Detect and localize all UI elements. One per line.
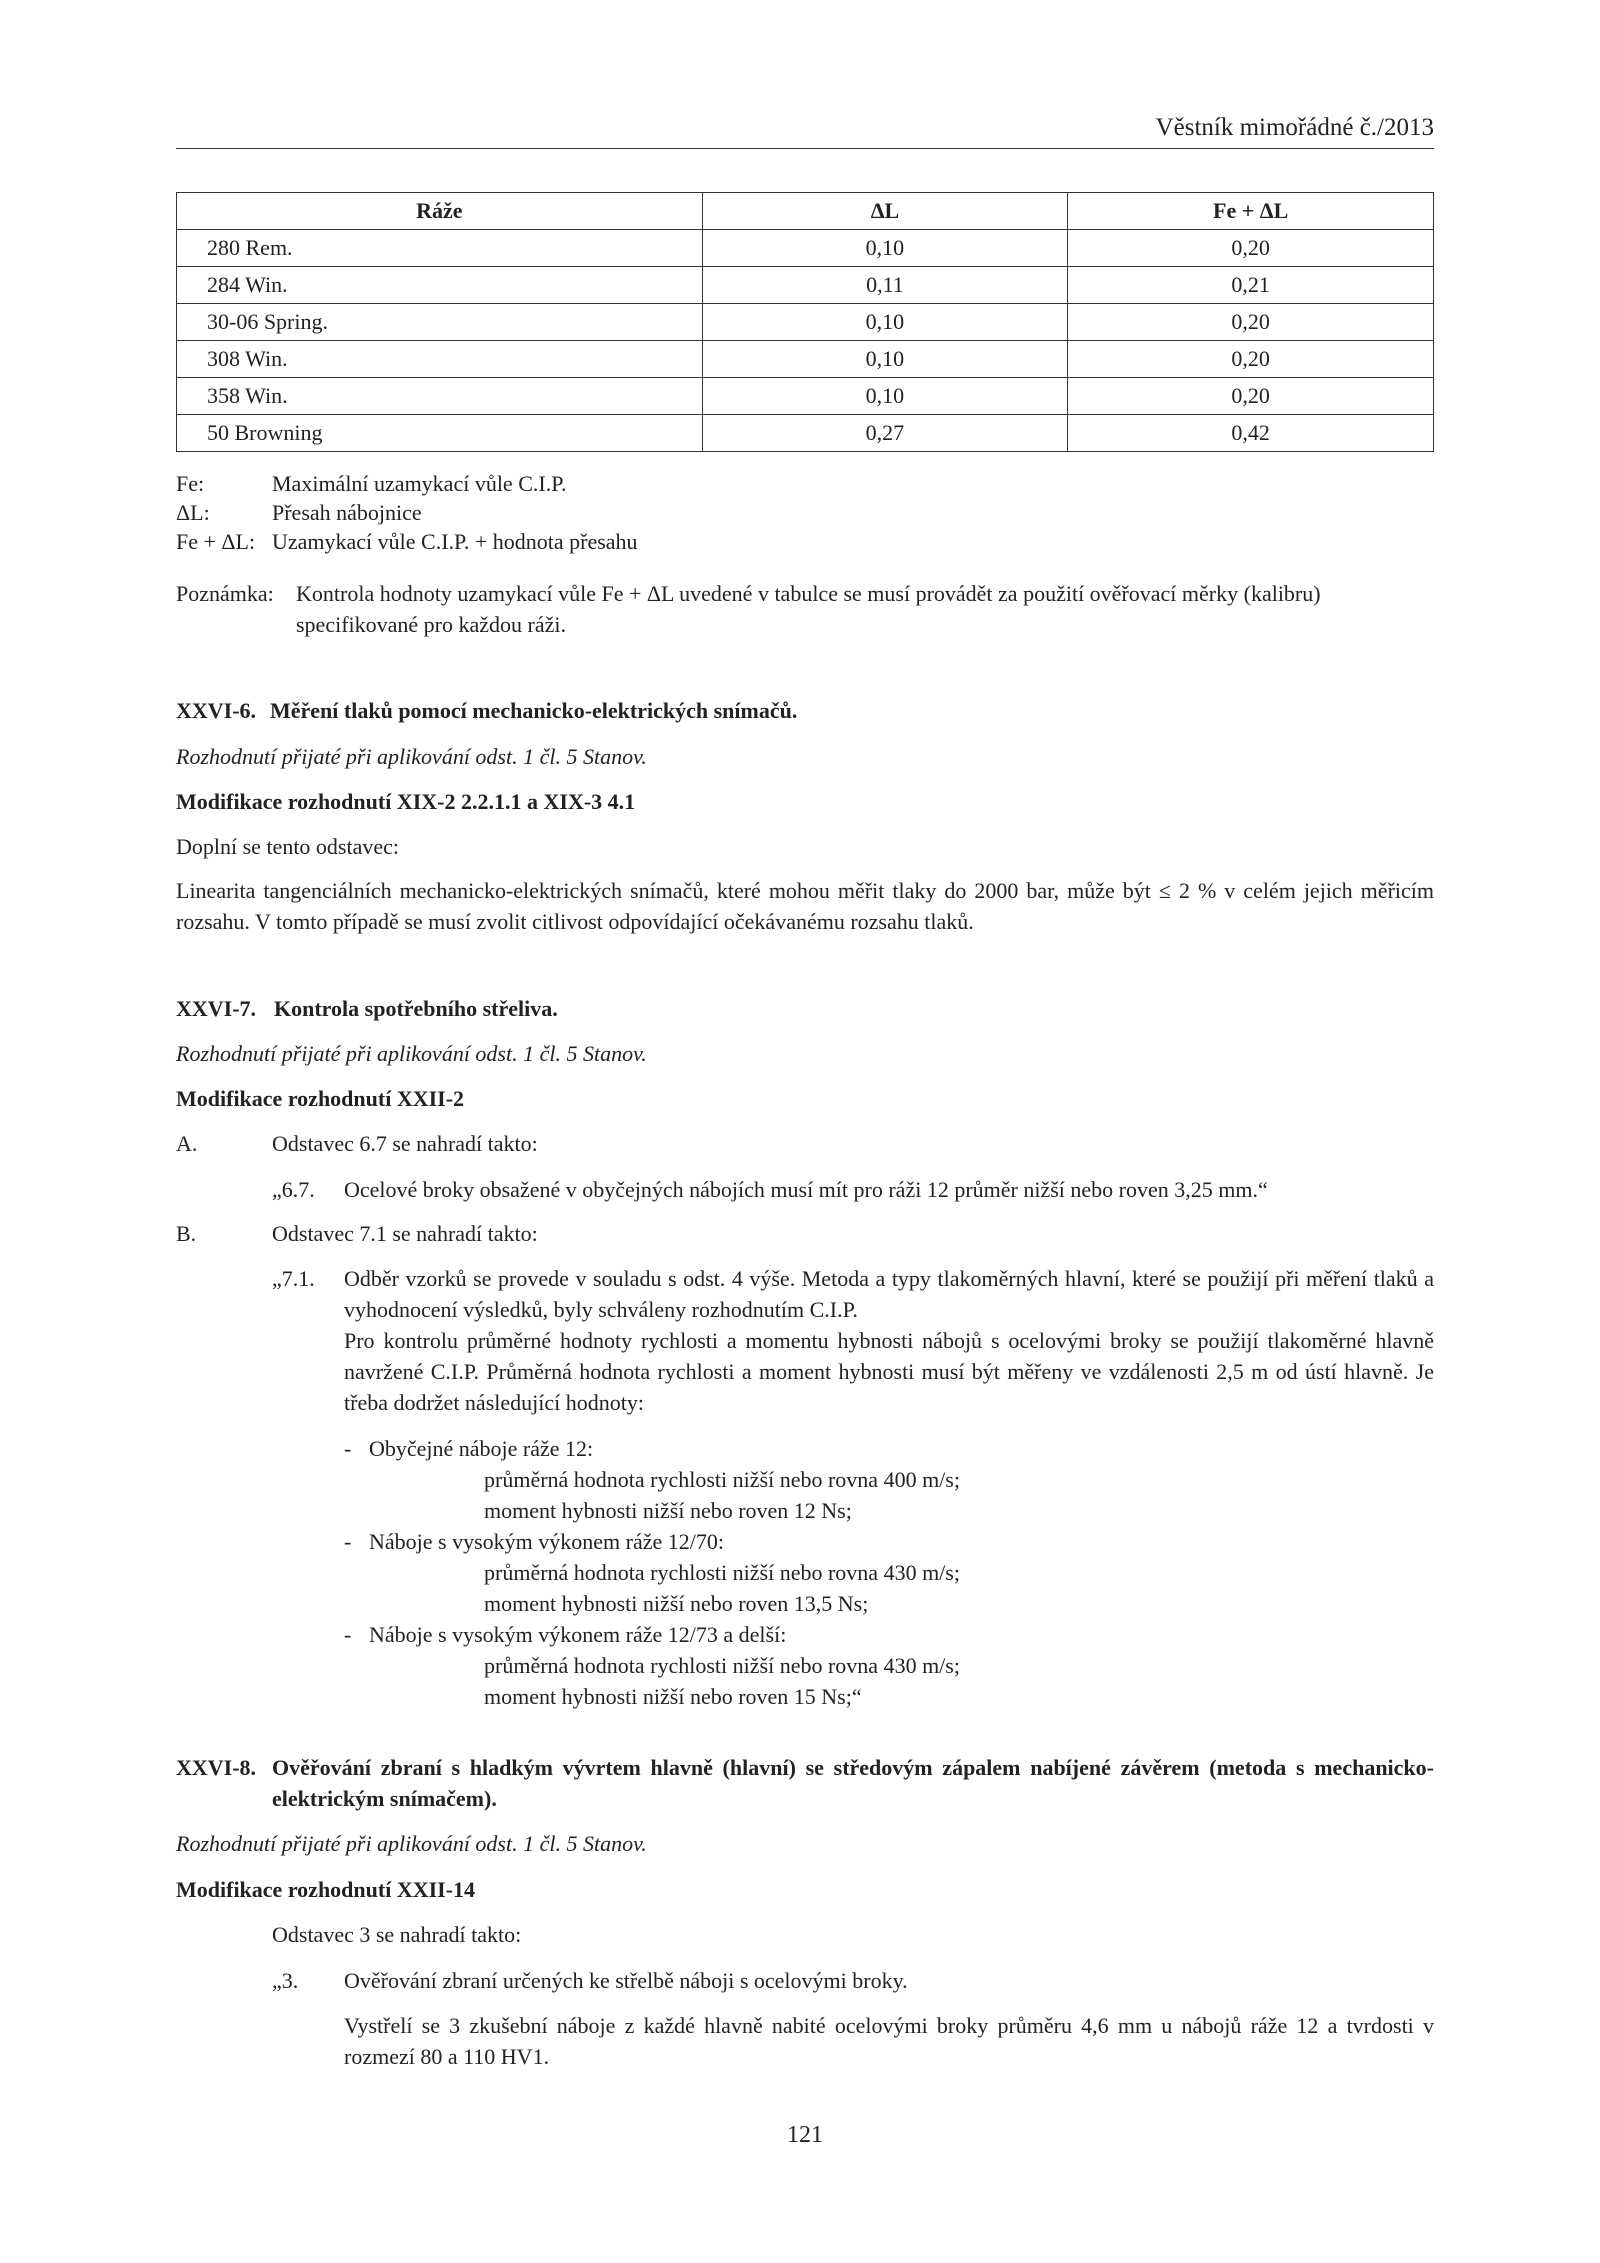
cell-caliber: 280 Rem. (177, 230, 703, 267)
item-b (176, 1218, 1434, 1249)
section-heading-xxvi-7 (176, 993, 1434, 1024)
item-key: B. (176, 1221, 197, 1246)
legend-key: Fe: (176, 471, 205, 496)
section-title: Kontrola spotřebního střeliva. (274, 996, 558, 1021)
list-subitem: průměrná hodnota rychlosti nižší nebo rovna 430 m/s; (484, 1560, 960, 1585)
caliber-table (176, 192, 1434, 452)
quote-3 (272, 1965, 1434, 2072)
cell-delta-l: 0,10 (702, 378, 1068, 415)
legend-key: ΔL: (176, 500, 210, 525)
table-row (177, 415, 1434, 452)
section-number: XXVI-6. (176, 698, 257, 723)
legend-text: Maximální uzamykací vůle C.I.P. (272, 471, 567, 496)
list-subitem: průměrná hodnota rychlosti nižší nebo rovna 400 m/s; (484, 1467, 960, 1492)
cell-fe-delta-l: 0,20 (1068, 341, 1434, 378)
cell-delta-l: 0,11 (702, 267, 1068, 304)
cell-fe-delta-l: 0,20 (1068, 230, 1434, 267)
list-item: - Obyčejné náboje ráže 12: (344, 1436, 594, 1461)
quote-7-1 (272, 1263, 1434, 1712)
list-item: - Náboje s vysokým výkonem ráže 12/73 a delší: (344, 1622, 787, 1647)
section-title: Ověřování zbraní s hladkým vývrtem hlavně (hlavní) se středovým zápalem nabíjené závěrem (metoda s mechanicko-elektrickým snímačem). (272, 1755, 1434, 1811)
legend-text: Přesah nábojnice (272, 500, 422, 525)
legend-item (176, 497, 1434, 526)
quote-paragraph: Vystřelí se 3 zkušební náboje z každé hlavně nabité ocelovými broky průměru 4,6 mm u nábojů ráže 12 a tvrdosti v rozmezí 80 a 110 HV1. (344, 2013, 1434, 2069)
table-row (177, 230, 1434, 267)
col-header-caliber: Ráže (177, 193, 703, 230)
section-heading-xxvi-8 (176, 1752, 1434, 1814)
quote-second-para: Pro kontrolu průměrné hodnoty rychlosti a momentu hybnosti nábojů s ocelovými broky se použijí tlakoměrné hlavně navržené C.I.P. Průměrná hodnota rychlosti a moment hybnosti musí být měřeny ve vzdálenosti 2,5 m od ústí hlavně. Je třeba dodržet následující hodnoty: (344, 1328, 1434, 1415)
paragraph-intro: Doplní se tento odstavec: (176, 834, 400, 859)
value-list (272, 1433, 1434, 1712)
modification-heading: Modifikace rozhodnutí XXII-2 (176, 1086, 465, 1111)
legend-text: Uzamykací vůle C.I.P. + hodnota přesahu (272, 529, 638, 554)
quote-text: Ocelové broky obsažené v obyčejných nábojích musí mít pro ráži 12 průměr nižší nebo roven 3,25 mm.“ (344, 1177, 1268, 1202)
list-subitem: průměrná hodnota rychlosti nižší nebo rovna 430 m/s; (484, 1653, 960, 1678)
cell-fe-delta-l: 0,20 (1068, 304, 1434, 341)
section-number: XXVI-8. (176, 1755, 257, 1780)
table-legend (176, 468, 1434, 555)
table-row (177, 304, 1434, 341)
cell-delta-l: 0,27 (702, 415, 1068, 452)
quote-number: „7.1. (272, 1266, 315, 1291)
cell-caliber: 308 Win. (177, 341, 703, 378)
legend-item (176, 468, 1434, 497)
list-subitem: moment hybnosti nižší nebo roven 12 Ns; (484, 1498, 852, 1523)
modification-heading: Modifikace rozhodnutí XIX-2 2.2.1.1 a XIX-3 4.1 (176, 789, 636, 814)
section-number: XXVI-7. (176, 996, 257, 1021)
cell-caliber: 50 Browning (177, 415, 703, 452)
table-row (177, 267, 1434, 304)
legend-key: Fe + ΔL: (176, 529, 256, 554)
list-subitem: moment hybnosti nižší nebo roven 13,5 Ns; (484, 1591, 869, 1616)
decision-note: Rozhodnutí přijaté při aplikování odst. 1 čl. 5 Stanov. (176, 744, 647, 769)
cell-caliber: 284 Win. (177, 267, 703, 304)
cell-delta-l: 0,10 (702, 304, 1068, 341)
item-a (176, 1128, 1434, 1159)
list-item: - Náboje s vysokým výkonem ráže 12/70: (344, 1529, 724, 1554)
item-key: A. (176, 1131, 198, 1156)
table-row (177, 378, 1434, 415)
quote-6-7 (272, 1174, 1434, 1205)
quote-text: Ověřování zbraní určených ke střelbě náboji s ocelovými broky. (344, 1968, 908, 1993)
quote-first-para (272, 1263, 1434, 1325)
page-header (176, 112, 1434, 149)
paragraph: Linearita tangenciálních mechanicko-elektrických snímačů, které mohou měřit tlaky do 2000 bar, může být ≤ 2 % v celém jejich měřicím rozsahu. V tomto případě se musí zvolit citlivost odpovídající očekávanému rozsahu tlaků. (176, 878, 1434, 934)
section-heading-xxvi-6 (176, 695, 1434, 726)
col-header-delta-l: ΔL (702, 193, 1068, 230)
header-title: Věstník mimořádné č./2013 (1155, 114, 1434, 141)
item-text: Odstavec 6.7 se nahradí takto: (272, 1131, 538, 1156)
quote-number: „6.7. (272, 1177, 315, 1202)
cell-caliber: 358 Win. (177, 378, 703, 415)
table-note (176, 578, 1434, 640)
cell-delta-l: 0,10 (702, 230, 1068, 267)
decision-note: Rozhodnutí přijaté při aplikování odst. 1 čl. 5 Stanov. (176, 1831, 647, 1856)
note-text: Kontrola hodnoty uzamykací vůle Fe + ΔL uvedené v tabulce se musí provádět za použití ověřovací měrky (kalibru) specifikované pro každou ráži. (296, 581, 1321, 637)
list-subitem: moment hybnosti nižší nebo roven 15 Ns;“ (484, 1684, 862, 1709)
cell-fe-delta-l: 0,21 (1068, 267, 1434, 304)
cell-caliber: 30-06 Spring. (177, 304, 703, 341)
modification-heading: Modifikace rozhodnutí XXII-14 (176, 1877, 476, 1902)
legend-item (176, 526, 1434, 555)
cell-delta-l: 0,10 (702, 341, 1068, 378)
decision-note: Rozhodnutí přijaté při aplikování odst. 1 čl. 5 Stanov. (176, 1041, 647, 1066)
table-header-row (177, 193, 1434, 230)
cell-fe-delta-l: 0,42 (1068, 415, 1434, 452)
section-title: Měření tlaků pomocí mechanicko-elektrických snímačů. (270, 698, 798, 723)
page-number: 121 (787, 2122, 823, 2148)
quote-text: Odběr vzorků se provede v souladu s odst. 4 výše. Metoda a typy tlakoměrných hlavní, které se použijí při měření tlaků a vyhodnocení výsledků, byly schváleny rozhodnutím C.I.P. (344, 1266, 1434, 1322)
paragraph-intro: Odstavec 3 se nahradí takto: (272, 1922, 522, 1947)
table-row (177, 341, 1434, 378)
note-key: Poznámka: (176, 581, 274, 606)
quote-number: „3. (272, 1968, 299, 1993)
item-text: Odstavec 7.1 se nahradí takto: (272, 1221, 538, 1246)
col-header-fe-delta-l: Fe + ΔL (1068, 193, 1434, 230)
cell-fe-delta-l: 0,20 (1068, 378, 1434, 415)
